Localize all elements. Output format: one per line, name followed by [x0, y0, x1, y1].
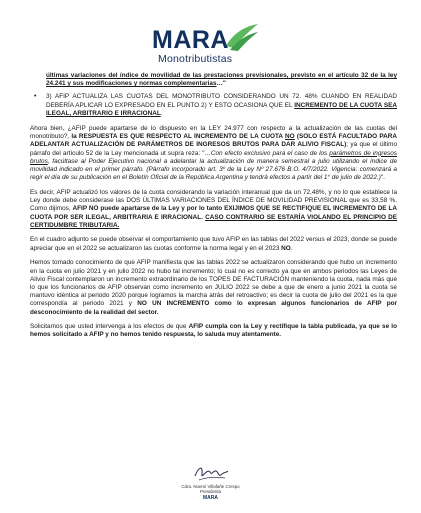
p2-warning: CASO CONTRARIO SE ESTARÍA VIOLANDO EL PRINCIPIO DE CERTIDUMBRE TRIBUTARIA. — [30, 213, 398, 229]
bullet-point-3 — [30, 93, 397, 118]
continued-quote — [30, 72, 397, 88]
handwritten-signature-icon — [191, 462, 231, 484]
paragraph-3 — [30, 236, 397, 252]
logo-subtitle: Monotributistas — [158, 53, 233, 65]
bullet-marker: • — [34, 93, 37, 101]
p3-text: En el cuadro adjunto se puede observar el comportamiento que tuvo AFIP en las tablas del 2022 versus el 2023, donde se puede apreciar que en el 2022 se actualizaron las cuotas conforme la norma legal y en el 2023 — [30, 236, 397, 252]
p1-quote-underlined: parámetros de ingresos brutos — [30, 149, 397, 165]
logo-wordmark: MARA — [152, 26, 229, 54]
p1-lead: ; ya que el último párrafo del artículo 52 de la Ley mencionada ut supra reza: " — [30, 141, 398, 157]
p1-quote-end: ". — [380, 174, 385, 182]
paragraph-4 — [30, 259, 397, 316]
continued-quote-bold: últimas variaciones del índice de movilidad de las prestaciones previsionales, previsto en el artículo 32 de la ley 24.241 y sus modificaciones y normas complementarias — [46, 72, 397, 88]
paragraph-2 — [30, 189, 397, 230]
paragraph-1 — [30, 125, 397, 182]
p5-text: Solicitamos que usted intervenga a los efectos de que — [30, 323, 189, 331]
p2-demand: AFIP NO puede apartarse de la Ley y por lo tanto EXIJIMOS QUE SE RECTIFIQUE EL INCREMENTO DE LA CUOTA POR SER ILEGAL, ARBITRARIA E IRRACIONAL. — [30, 205, 397, 221]
bullet-3-emphasis: INCREMENTO DE LA CUOTA SEA ILEGAL, ARBITRARIO E IRRACIONAL — [46, 101, 397, 117]
p1-intro: Ahora bien, ¿AFIP puede apartarse de lo dispuesto en la LEY 24.977 con respecto a la actualización de las cuotas del monotributo?, — [30, 125, 397, 141]
signatory-role: Presidenta — [200, 489, 221, 495]
p4-emphasis: NO UN INCREMENTO como lo expresan algunos funcionarios de AFIP por desconocimiento de la realidad del sector. — [30, 300, 397, 316]
p1-clarification: (SOLO ESTÁ FACULTADO PARA ADELANTAR ACTUALIZACIÓN DE PARÁMETROS DE INGRESOS BRUTOS PARA DAR ALIVIO FISCAL) — [30, 133, 397, 149]
signature-org: MARA — [203, 494, 218, 501]
letter-body — [30, 72, 397, 346]
bullet-3-period: . — [160, 109, 163, 117]
continued-quote-end: …" — [216, 80, 226, 88]
bullet-3-text: 3) AFIP ACTUALIZA LAS CUOTAS DEL MONOTRIBUTO CONSIDERANDO UN 72. 48% CUANDO EN REALIDAD DEBERÍA APLICAR LO EXPRESADO EN EL PUNTO 2) Y ESTO OCASIONA QUE EL — [46, 93, 397, 109]
paragraph-5 — [30, 323, 397, 339]
p1-answer: la RESPUESTA ES QUE RESPECTO AL INCREMENTO DE LA CUOTA — [71, 133, 286, 141]
mara-logo — [150, 22, 270, 68]
signatory-name: Cdra. Noemí Villafañe Crespo — [181, 484, 240, 489]
p1-quote-rest: , facúltase al Poder Ejecutivo nacional a adelantar la actualización de manera semestral a julio utilizando el índice de movilidad indicado en el primer párrafo. (Párrafo incorporado art. 3º de la Ley Nº 27.676 B.O. 4/7/2022. Vigencia: comenzará a regir el día de su publicación en el Boletín Oficial de la República Argentina y tendrá efectos a partir del 1° de julio de 2022.) — [30, 157, 397, 182]
p3-no: NO — [281, 244, 291, 252]
p1-no: NO — [285, 133, 295, 141]
signature-block — [0, 462, 421, 501]
p2-intro: Es decir, AFIP actualizó los valores de la cuota considerando la variación interanual que da un 72,48%, y no lo que establece la Ley donde debe considerase las DOS ÚLTIMAS VARIACIONES DEL ÍNDICE DE MOVILIDAD PREVISIONAL que es 33,58 %. Como dijimos, — [30, 188, 397, 213]
p5-emphasis: AFIP cumpla con la Ley y rectifique la tabla publicada, ya que se lo hemos solicitado a AFIP y no hemos tenido respuesta, lo saluda muy atentamente. — [30, 323, 397, 339]
p4-text: Hemos tomado conocimiento de que AFIP manifiesta que las tablas 2022 se actualizaron considerando que hubo un incremento en la cuota en julio 2021 y en julio 2022 no hubo tal incremento; lo cual no es correcto ya que en ambos periodos las Leyes de Alivio Fiscal contemplaron un incremento extraordinario de los TOPES DE FACTURACIÓN manteniendo la cuota, nada más que lo que los funcionarios de AFIP observan como incremento en JULIO 2022 se debe a que de enero a junio 2021 la cuota se mantuvo idéntica al periodo 2020 porque logramos la marcha atrás del retroactivo; es decir la cuota de julio del 2021 es la que correspondía al periodo 2021 y — [30, 259, 397, 308]
p1-quote-start: …Con efecto exclusivo para el caso de los — [204, 149, 330, 157]
p3-period: . — [290, 244, 293, 252]
